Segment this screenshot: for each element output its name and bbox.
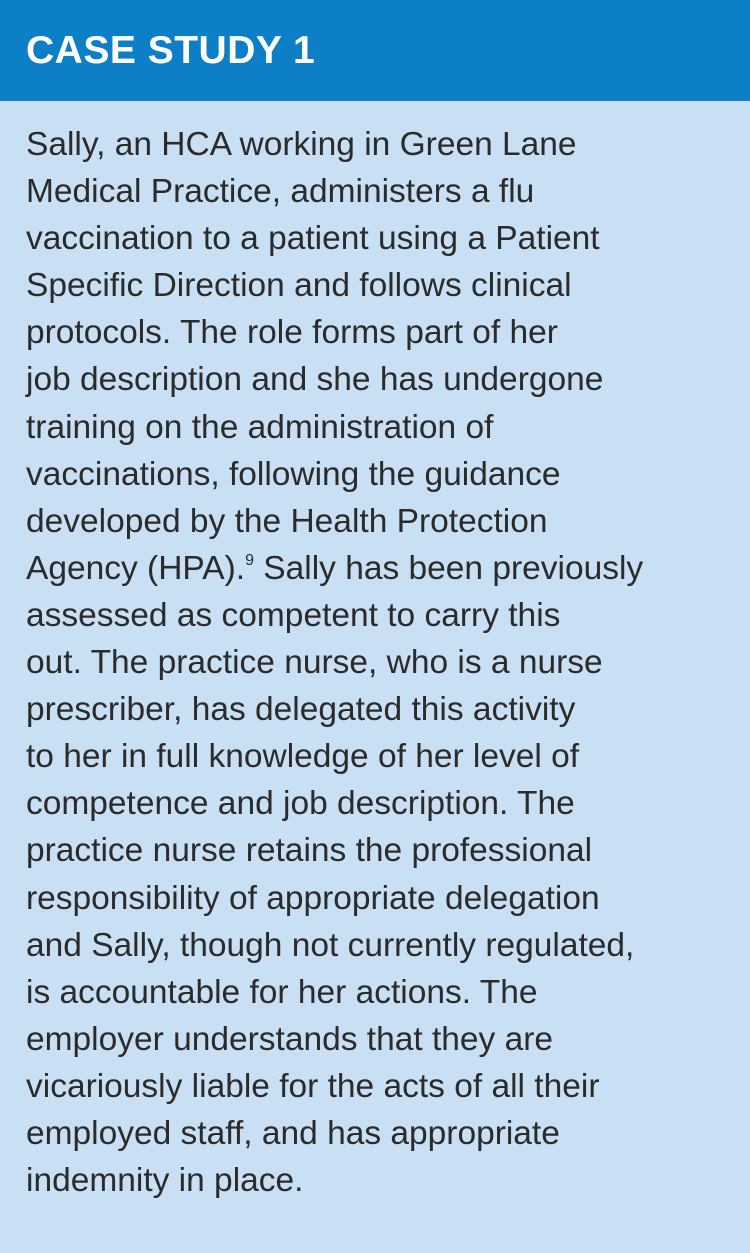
body-line: vaccinations, following the guidance: [26, 455, 561, 493]
body-line: protocols. The role forms part of her: [26, 314, 558, 352]
body-line: Specific Direction and follows clinical: [26, 267, 572, 305]
body-line: vicariously liable for the acts of all their: [26, 1067, 600, 1105]
body-line: job description and she has undergone: [26, 361, 604, 399]
body-line: prescriber, has delegated this activity: [26, 691, 576, 729]
body-line: competence and job description. The: [26, 785, 575, 823]
body-line: indemnity in place.: [26, 1162, 304, 1200]
body-line: assessed as competent to carry this: [26, 596, 561, 634]
reference-superscript: 9: [245, 551, 254, 569]
body-line-with-reference: [26, 545, 740, 592]
body-line: employer understands that they are: [26, 1020, 554, 1058]
body-line: training on the administration of: [26, 408, 494, 446]
body-line: Sally, an HCA working in Green Lane: [26, 126, 577, 163]
body-line: vaccination to a patient using a Patient: [26, 220, 600, 258]
body-line: to her in full knowledge of her level of: [26, 738, 580, 776]
ref-line-before: Agency (HPA).: [26, 549, 246, 587]
body-line: out. The practice nurse, who is a nurse: [26, 644, 603, 682]
body-line: Medical Practice, administers a flu: [26, 173, 535, 211]
body-line: employed staff, and has appropriate: [26, 1114, 560, 1152]
body-line: and Sally, though not currently regulated,: [26, 926, 635, 964]
body-line: is accountable for her actions. The: [26, 973, 538, 1011]
body-line: practice nurse retains the professional: [26, 832, 593, 870]
ref-line-after: Sally has been previously: [253, 549, 644, 587]
body-line: developed by the Health Protection: [26, 502, 548, 540]
case-study-title: CASE STUDY 1: [26, 29, 316, 72]
body-line: responsibility of appropriate delegation: [26, 879, 600, 917]
